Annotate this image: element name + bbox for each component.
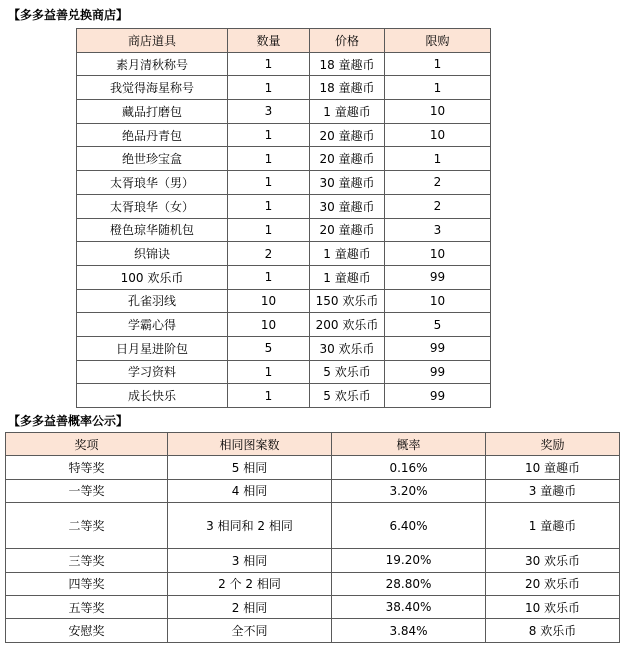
prize-name: 安慰奖 — [6, 619, 168, 642]
table-row — [6, 572, 620, 595]
shop-item-price: 18 童趣币 — [310, 76, 385, 100]
table-row — [6, 456, 620, 479]
shop-item-name: 成长快乐 — [77, 384, 228, 408]
probability-header-prize: 奖项 — [6, 433, 168, 456]
shop-item-limit: 10 — [385, 123, 491, 147]
prize-rate: 3.20% — [332, 479, 486, 502]
prize-rate: 28.80% — [332, 572, 486, 595]
shop-item-price: 1 童趣币 — [310, 100, 385, 124]
shop-item-name: 藏品打磨包 — [77, 100, 228, 124]
shop-item-name: 日月星进阶包 — [77, 336, 228, 360]
shop-item-limit: 1 — [385, 52, 491, 76]
prize-matches: 2 相同 — [168, 595, 332, 618]
prize-rate: 38.40% — [332, 595, 486, 618]
shop-item-price: 30 童趣币 — [310, 171, 385, 195]
prize-name: 三等奖 — [6, 549, 168, 572]
shop-item-limit: 10 — [385, 100, 491, 124]
shop-item-quantity: 1 — [228, 123, 310, 147]
shop-item-name: 太胥琅华（男） — [77, 171, 228, 195]
shop-item-name: 太胥琅华（女） — [77, 194, 228, 218]
shop-item-price: 5 欢乐币 — [310, 360, 385, 384]
shop-item-limit: 2 — [385, 171, 491, 195]
shop-item-quantity: 3 — [228, 100, 310, 124]
shop-item-quantity: 10 — [228, 289, 310, 313]
table-row — [77, 242, 491, 266]
shop-item-name: 学霸心得 — [77, 313, 228, 337]
shop-item-limit: 99 — [385, 360, 491, 384]
shop-item-limit: 99 — [385, 384, 491, 408]
table-row — [77, 289, 491, 313]
table-row — [6, 503, 620, 549]
table-row — [77, 313, 491, 337]
prize-name: 五等奖 — [6, 595, 168, 618]
prize-reward: 20 欢乐币 — [486, 572, 620, 595]
probability-table — [5, 432, 620, 643]
table-row — [77, 147, 491, 171]
shop-header-quantity: 数量 — [228, 29, 310, 53]
table-row — [77, 194, 491, 218]
prize-name: 一等奖 — [6, 479, 168, 502]
table-row — [6, 479, 620, 502]
shop-item-name: 素月清秋称号 — [77, 52, 228, 76]
shop-item-quantity: 1 — [228, 384, 310, 408]
prize-rate: 0.16% — [332, 456, 486, 479]
table-row — [77, 76, 491, 100]
shop-item-name: 我觉得海星称号 — [77, 76, 228, 100]
shop-item-quantity: 5 — [228, 336, 310, 360]
shop-item-price: 1 童趣币 — [310, 242, 385, 266]
shop-item-limit: 10 — [385, 242, 491, 266]
shop-item-quantity: 1 — [228, 52, 310, 76]
table-row — [77, 171, 491, 195]
prize-name: 特等奖 — [6, 456, 168, 479]
shop-item-quantity: 1 — [228, 218, 310, 242]
shop-item-name: 织锦诀 — [77, 242, 228, 266]
shop-item-price: 20 童趣币 — [310, 123, 385, 147]
shop-header-price: 价格 — [310, 29, 385, 53]
shop-item-name: 绝品丹青包 — [77, 123, 228, 147]
prize-reward: 1 童趣币 — [486, 503, 620, 549]
table-row — [6, 549, 620, 572]
shop-item-price: 18 童趣币 — [310, 52, 385, 76]
table-row — [77, 360, 491, 384]
prize-matches: 2 个 2 相同 — [168, 572, 332, 595]
shop-item-quantity: 1 — [228, 76, 310, 100]
table-row — [77, 52, 491, 76]
prize-reward: 8 欢乐币 — [486, 619, 620, 642]
shop-item-quantity: 1 — [228, 360, 310, 384]
shop-header-row — [77, 29, 491, 53]
probability-header-reward: 奖励 — [486, 433, 620, 456]
shop-item-price: 20 童趣币 — [310, 218, 385, 242]
shop-item-quantity: 10 — [228, 313, 310, 337]
table-row — [77, 336, 491, 360]
shop-item-price: 150 欢乐币 — [310, 289, 385, 313]
shop-item-name: 绝世珍宝盒 — [77, 147, 228, 171]
prize-matches: 全不同 — [168, 619, 332, 642]
table-row — [77, 100, 491, 124]
shop-header-limit: 限购 — [385, 29, 491, 53]
prize-reward: 30 欢乐币 — [486, 549, 620, 572]
shop-item-limit: 99 — [385, 336, 491, 360]
table-row — [77, 123, 491, 147]
shop-item-price: 30 欢乐币 — [310, 336, 385, 360]
shop-item-quantity: 1 — [228, 194, 310, 218]
prize-rate: 6.40% — [332, 503, 486, 549]
prize-rate: 3.84% — [332, 619, 486, 642]
shop-item-price: 1 童趣币 — [310, 265, 385, 289]
table-row — [6, 619, 620, 642]
table-row — [77, 218, 491, 242]
shop-item-limit: 99 — [385, 265, 491, 289]
probability-header-matches: 相同图案数 — [168, 433, 332, 456]
shop-exchange-table — [76, 28, 491, 408]
probability-header-row — [6, 433, 620, 456]
shop-item-limit: 5 — [385, 313, 491, 337]
shop-item-name: 100 欢乐币 — [77, 265, 228, 289]
shop-item-quantity: 1 — [228, 171, 310, 195]
prize-matches: 5 相同 — [168, 456, 332, 479]
prize-name: 二等奖 — [6, 503, 168, 549]
table-row — [77, 265, 491, 289]
table-row — [77, 384, 491, 408]
prize-name: 四等奖 — [6, 572, 168, 595]
shop-item-limit: 2 — [385, 194, 491, 218]
shop-item-name: 橙色琼华随机包 — [77, 218, 228, 242]
shop-header-item: 商店道具 — [77, 29, 228, 53]
shop-section-title: 【多多益善兑换商店】 — [8, 8, 129, 22]
prize-reward: 10 童趣币 — [486, 456, 620, 479]
shop-item-quantity: 2 — [228, 242, 310, 266]
shop-item-name: 孔雀羽线 — [77, 289, 228, 313]
shop-item-quantity: 1 — [228, 265, 310, 289]
prize-rate: 19.20% — [332, 549, 486, 572]
probability-section-title: 【多多益善概率公示】 — [8, 414, 129, 428]
shop-item-limit: 1 — [385, 147, 491, 171]
prize-matches: 4 相同 — [168, 479, 332, 502]
prize-matches: 3 相同和 2 相同 — [168, 503, 332, 549]
shop-item-quantity: 1 — [228, 147, 310, 171]
shop-item-limit: 3 — [385, 218, 491, 242]
shop-item-limit: 1 — [385, 76, 491, 100]
prize-reward: 3 童趣币 — [486, 479, 620, 502]
table-row — [6, 595, 620, 618]
shop-item-price: 200 欢乐币 — [310, 313, 385, 337]
shop-item-name: 学习资料 — [77, 360, 228, 384]
shop-item-price: 20 童趣币 — [310, 147, 385, 171]
shop-item-price: 5 欢乐币 — [310, 384, 385, 408]
prize-reward: 10 欢乐币 — [486, 595, 620, 618]
probability-header-rate: 概率 — [332, 433, 486, 456]
prize-matches: 3 相同 — [168, 549, 332, 572]
shop-item-price: 30 童趣币 — [310, 194, 385, 218]
shop-item-limit: 10 — [385, 289, 491, 313]
